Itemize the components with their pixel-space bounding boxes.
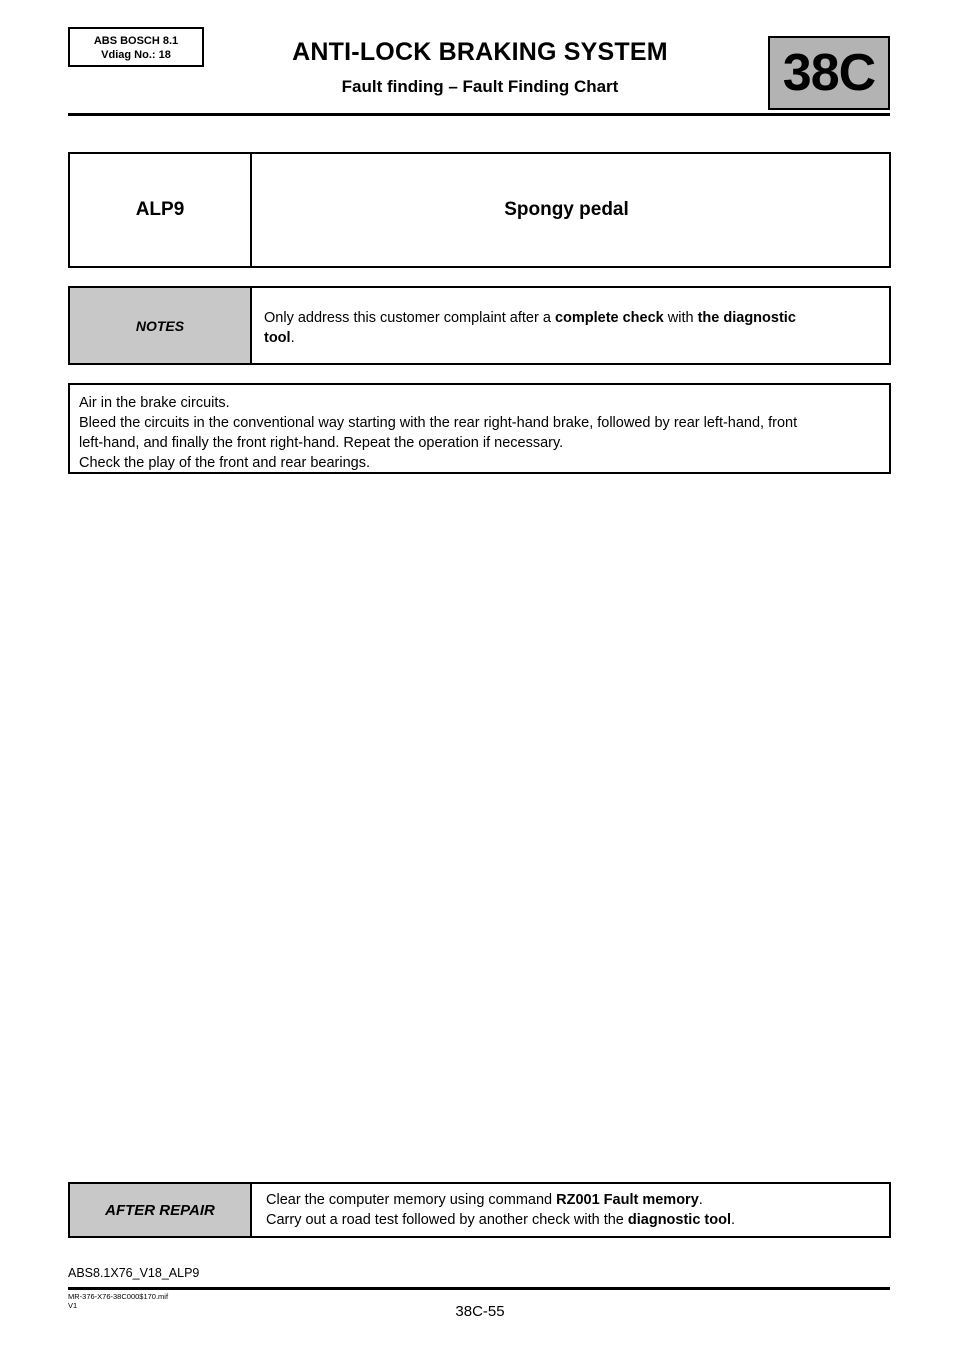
alp-name: Spongy pedal — [504, 199, 629, 220]
after-repair-label: AFTER REPAIR — [105, 1201, 215, 1219]
alp-code: ALP9 — [135, 199, 185, 220]
after-repair-text-cell — [252, 1184, 889, 1236]
after-repair-text-1c: . — [698, 1192, 703, 1208]
notes-label-cell — [70, 288, 252, 363]
notes-text-1: Only address this customer complaint after a — [264, 310, 555, 326]
mif-version: V1 — [68, 1301, 78, 1310]
after-repair-bold-1: RZ001 Fault memory — [556, 1192, 699, 1208]
procedure-line: Check the play of the front and rear bearings. — [79, 455, 370, 471]
notes-text-3: . — [290, 330, 295, 346]
procedure-line: left-hand, and finally the front right-hand. Repeat the operation if necessary. — [79, 435, 564, 451]
page-subtitle: Fault finding – Fault Finding Chart — [341, 77, 619, 96]
procedure-box — [68, 383, 891, 474]
page-number: 38C-55 — [455, 1303, 505, 1320]
alp-code-cell — [70, 154, 252, 266]
procedure-line: Air in the brake circuits. — [79, 395, 230, 411]
notes-table — [68, 286, 891, 365]
mif-filename: MR-376-X76-38C000$170.mif — [68, 1292, 169, 1301]
footer-divider — [68, 1287, 890, 1290]
after-repair-text-2c: . — [731, 1212, 736, 1228]
procedure-line: Bleed the circuits in the conventional way starting with the rear right-hand brake, followed by rear left-hand, front — [79, 415, 798, 431]
notes-bold-1: complete check — [554, 310, 664, 326]
notes-bold-2: the diagnostic — [697, 310, 796, 326]
document-reference: ABS8.1X76_V18_ALP9 — [68, 1266, 200, 1280]
notes-label: NOTES — [135, 317, 185, 334]
vdiag-label: Vdiag No.: 18 — [101, 49, 171, 61]
vehicle-system-badge — [68, 27, 204, 67]
notes-bold-3: tool — [264, 330, 291, 346]
notes-text-cell — [252, 288, 889, 363]
after-repair-text-2a: Carry out a road test followed by another check with the — [266, 1212, 628, 1228]
header-divider — [68, 113, 890, 116]
after-repair-text-1a: Clear the computer memory using command — [266, 1192, 557, 1208]
after-repair-table — [68, 1182, 891, 1238]
notes-text-2: with — [663, 310, 698, 326]
page-title: ANTI-LOCK BRAKING SYSTEM — [292, 38, 668, 66]
section-code: 38C — [782, 44, 876, 102]
alp-name-cell — [252, 154, 889, 266]
after-repair-label-cell — [70, 1184, 252, 1236]
after-repair-bold-2: diagnostic tool — [627, 1212, 731, 1228]
alp-header-table — [68, 152, 891, 268]
abs-model-label: ABS BOSCH 8.1 — [93, 35, 179, 47]
section-code-badge — [768, 36, 890, 110]
